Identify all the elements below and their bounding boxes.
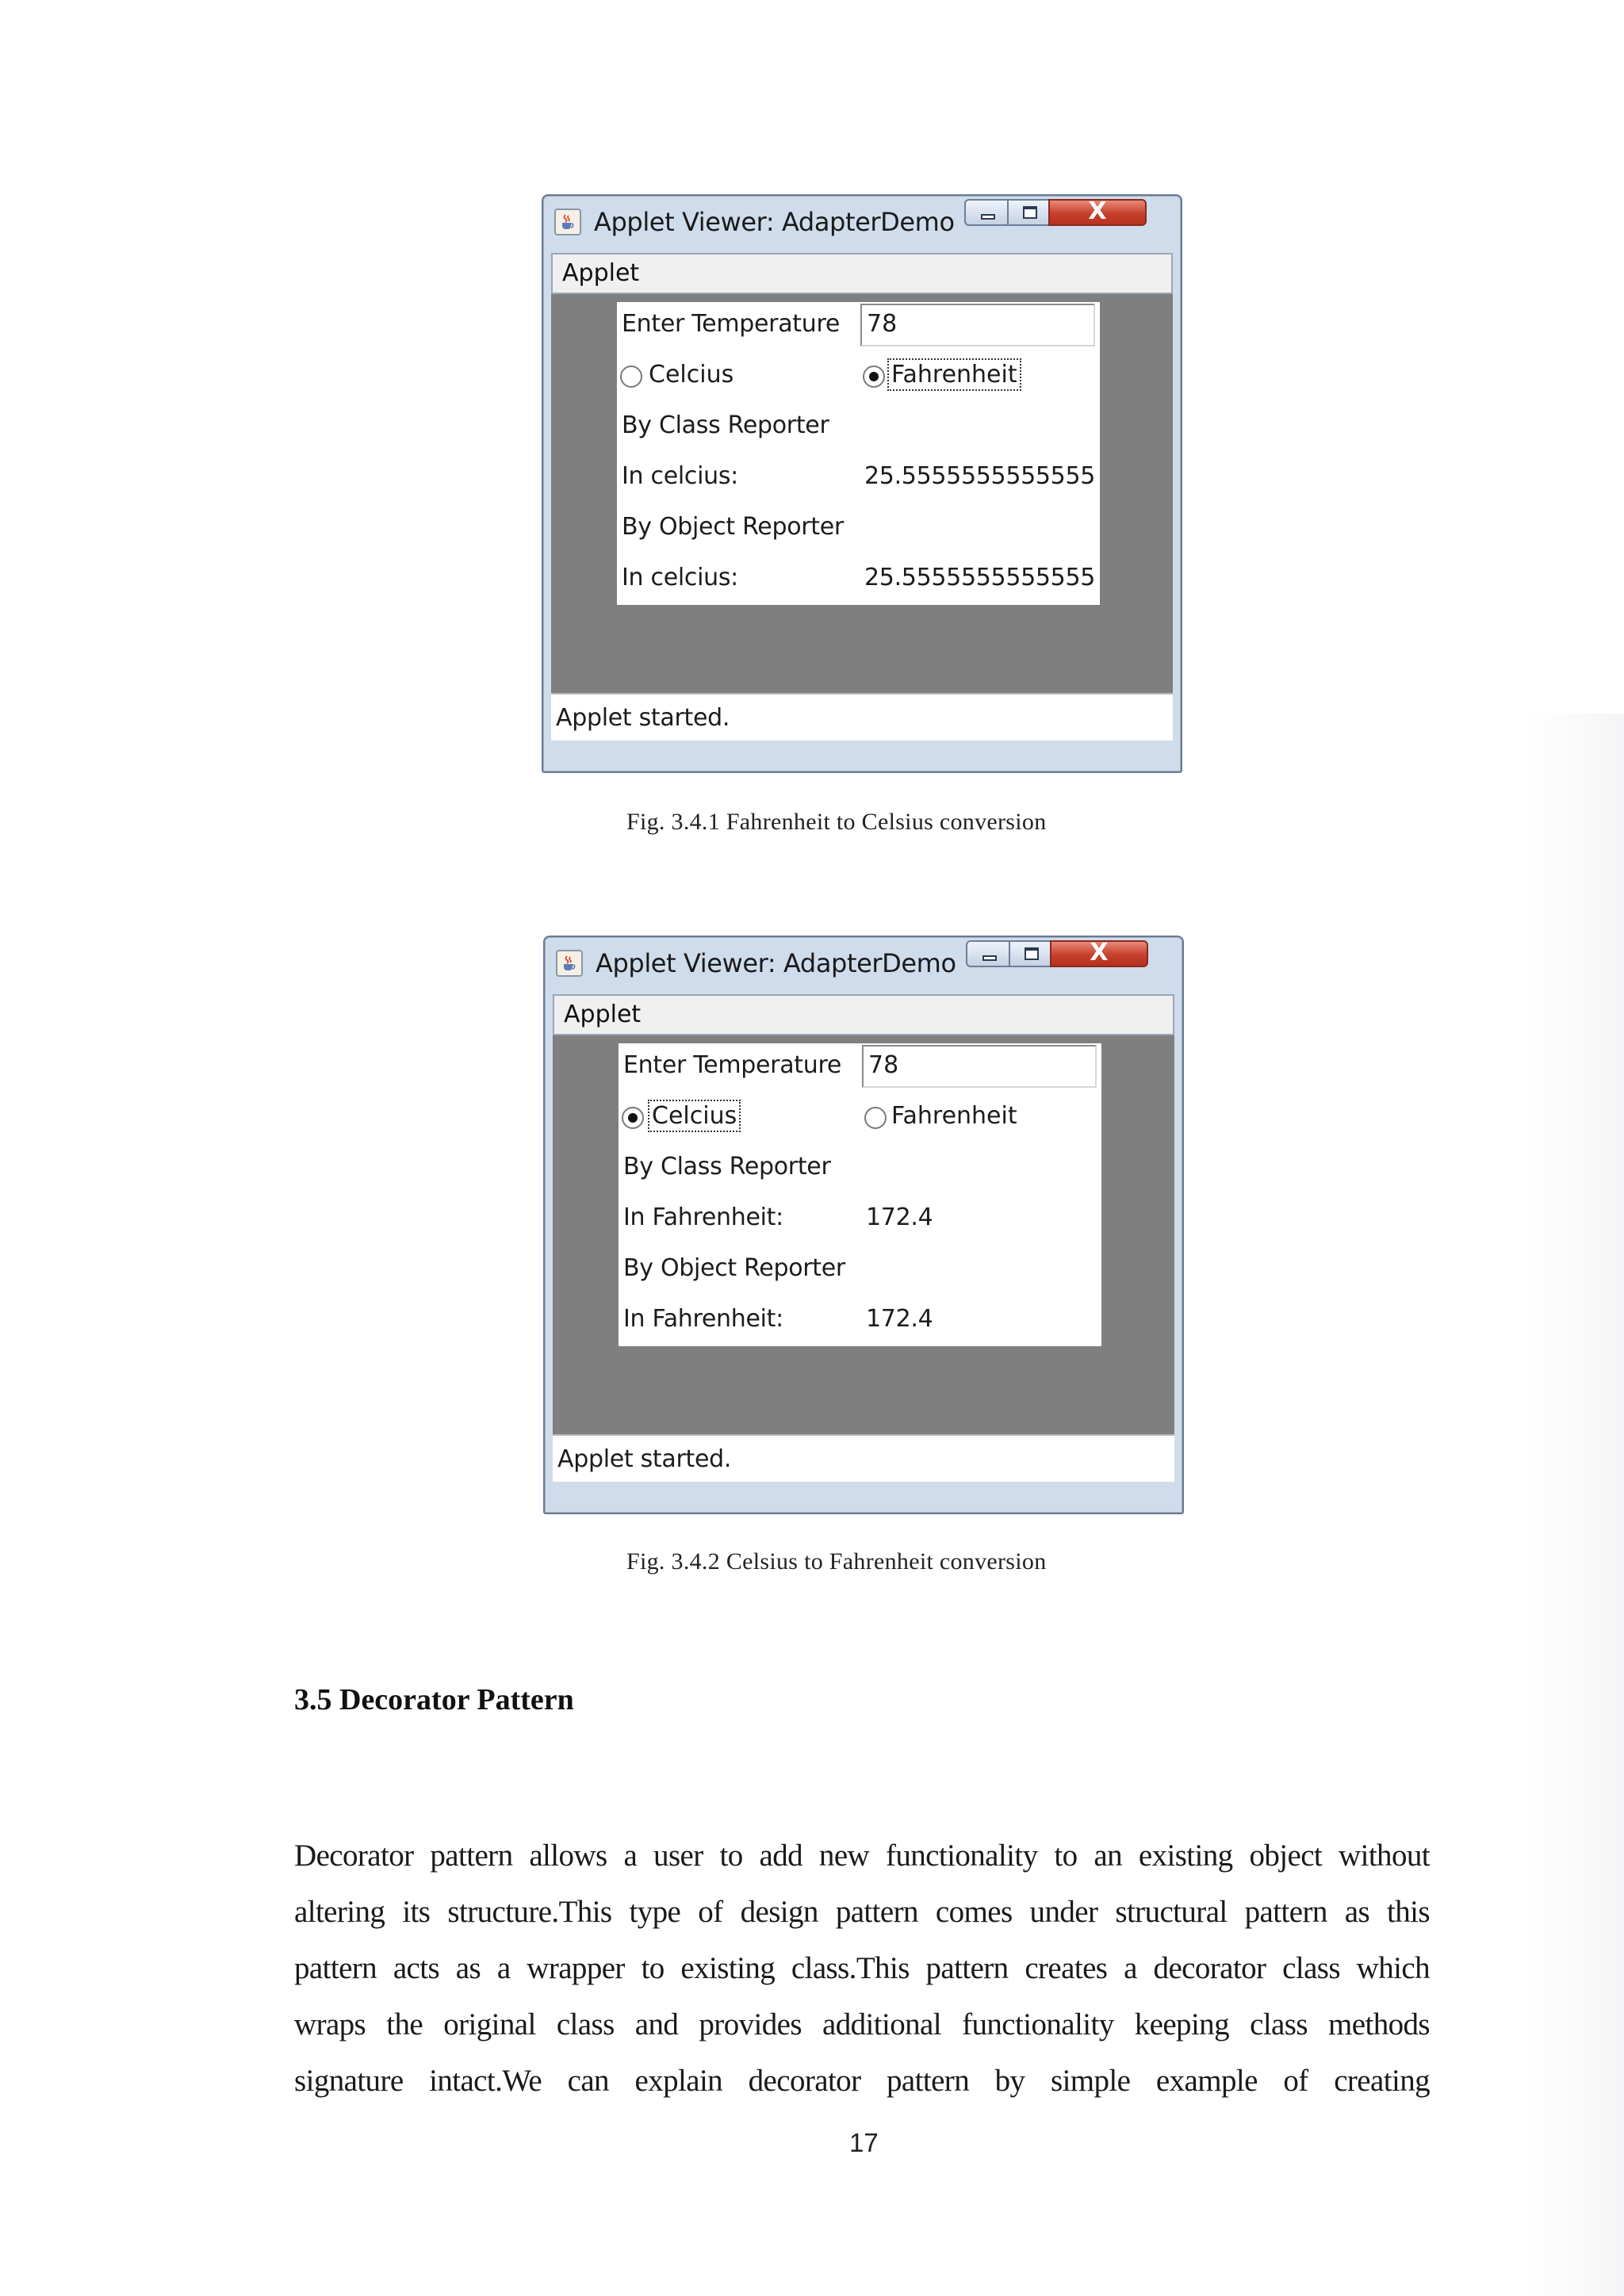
close-button[interactable] <box>1048 199 1147 226</box>
paragraph-line: Decorator pattern allows a user to add new functionality to an existing object without <box>294 1839 1430 1873</box>
maximize-icon <box>1010 942 1050 966</box>
class-result-row <box>617 454 1100 505</box>
paragraph-line: signature intact.We can explain decorator pattern by simple example of creating <box>294 2064 1430 2098</box>
paragraph-line: pattern acts as a wrapper to existing class.This pattern creates a decorator class which <box>294 1951 1430 1985</box>
radio-selected-dot <box>628 1113 638 1123</box>
class-reporter-row <box>619 1145 1101 1196</box>
fahrenheit-radio[interactable] <box>864 1107 887 1129</box>
title-bar[interactable] <box>545 937 1182 986</box>
figure-caption: Fig. 3.4.2 Celsius to Fahrenheit conversion <box>626 1548 1047 1575</box>
radio-selected-dot <box>869 372 879 381</box>
temperature-label: Enter Temperature <box>622 310 840 338</box>
maximize-button[interactable] <box>1009 940 1051 967</box>
applet-area <box>553 1035 1174 1434</box>
page-edge-shading <box>1529 714 1624 2296</box>
temperature-input-value: 78 <box>868 1051 899 1079</box>
temperature-label: Enter Temperature <box>623 1051 841 1079</box>
menu-applet[interactable]: Applet <box>562 259 640 287</box>
unit-radio-row <box>617 353 1100 404</box>
class-result-value: 172.4 <box>866 1203 933 1231</box>
minimize-button[interactable] <box>964 199 1009 226</box>
menu-applet[interactable]: Applet <box>564 1001 642 1028</box>
celsius-radio[interactable] <box>622 1107 644 1129</box>
status-bar <box>553 1434 1174 1482</box>
object-reporter-label: By Object Reporter <box>622 513 844 541</box>
object-result-label: In celcius: <box>622 564 738 591</box>
temperature-input[interactable] <box>862 1045 1097 1088</box>
temperature-row <box>617 302 1100 353</box>
status-bar <box>551 693 1173 740</box>
java-cup-icon <box>554 209 581 235</box>
celsius-radio-label[interactable]: Celcius <box>649 361 734 388</box>
object-reporter-row <box>619 1246 1101 1297</box>
object-result-row <box>617 556 1100 607</box>
applet-area <box>551 294 1173 693</box>
java-cup-icon <box>556 950 583 977</box>
status-text: Applet started. <box>557 1445 732 1473</box>
celsius-radio[interactable] <box>620 365 642 388</box>
object-result-row <box>619 1297 1101 1348</box>
temperature-input[interactable] <box>860 304 1095 346</box>
class-result-value: 25.5555555555555 <box>864 462 1096 490</box>
paragraph-line: wraps the original class and provides additional functionality keeping class methods <box>294 2007 1430 2042</box>
converter-panel <box>617 302 1100 605</box>
fahrenheit-radio[interactable] <box>863 365 885 388</box>
maximize-button[interactable] <box>1007 199 1050 226</box>
temperature-input-value: 78 <box>867 310 898 338</box>
fahrenheit-radio-label[interactable]: Fahrenheit <box>891 1102 1017 1130</box>
class-result-label: In Fahrenheit: <box>623 1203 783 1231</box>
converter-panel <box>619 1043 1101 1346</box>
object-result-label: In Fahrenheit: <box>623 1305 783 1333</box>
unit-radio-row <box>619 1094 1101 1145</box>
object-result-value: 25.5555555555555 <box>864 564 1096 591</box>
class-reporter-label: By Class Reporter <box>623 1153 831 1181</box>
status-text: Applet started. <box>556 704 730 732</box>
fahrenheit-radio-label[interactable]: Fahrenheit <box>891 361 1017 388</box>
menu-bar <box>553 994 1174 1035</box>
figure-caption: Fig. 3.4.1 Fahrenheit to Celsius conversion <box>626 809 1047 835</box>
maximize-icon <box>1009 201 1048 224</box>
section-heading: 3.5 Decorator Pattern <box>294 1683 574 1716</box>
window-title: Applet Viewer: AdapterDemo <box>596 948 956 978</box>
object-result-value: 172.4 <box>866 1305 933 1333</box>
paragraph-line: altering its structure.This type of design pattern comes under structural pattern as this <box>294 1895 1430 1929</box>
applet-viewer-window <box>543 936 1184 1514</box>
page-number: 17 <box>849 2128 879 2157</box>
minimize-icon <box>967 942 1009 966</box>
class-reporter-row <box>617 404 1100 454</box>
temperature-row <box>619 1043 1101 1094</box>
title-bar[interactable] <box>543 196 1181 245</box>
class-result-row <box>619 1196 1101 1246</box>
close-icon: X <box>1090 939 1109 966</box>
menu-bar <box>551 253 1173 294</box>
applet-viewer-window <box>542 194 1182 773</box>
window-title: Applet Viewer: AdapterDemo <box>594 207 955 237</box>
object-reporter-row <box>617 505 1100 556</box>
class-reporter-label: By Class Reporter <box>622 411 829 439</box>
close-button[interactable] <box>1050 940 1148 967</box>
class-result-label: In celcius: <box>622 462 738 490</box>
close-icon: X <box>1088 197 1107 225</box>
minimize-button[interactable] <box>966 940 1010 967</box>
object-reporter-label: By Object Reporter <box>623 1254 845 1282</box>
minimize-icon <box>966 201 1007 224</box>
celsius-radio-label[interactable]: Celcius <box>652 1102 737 1130</box>
